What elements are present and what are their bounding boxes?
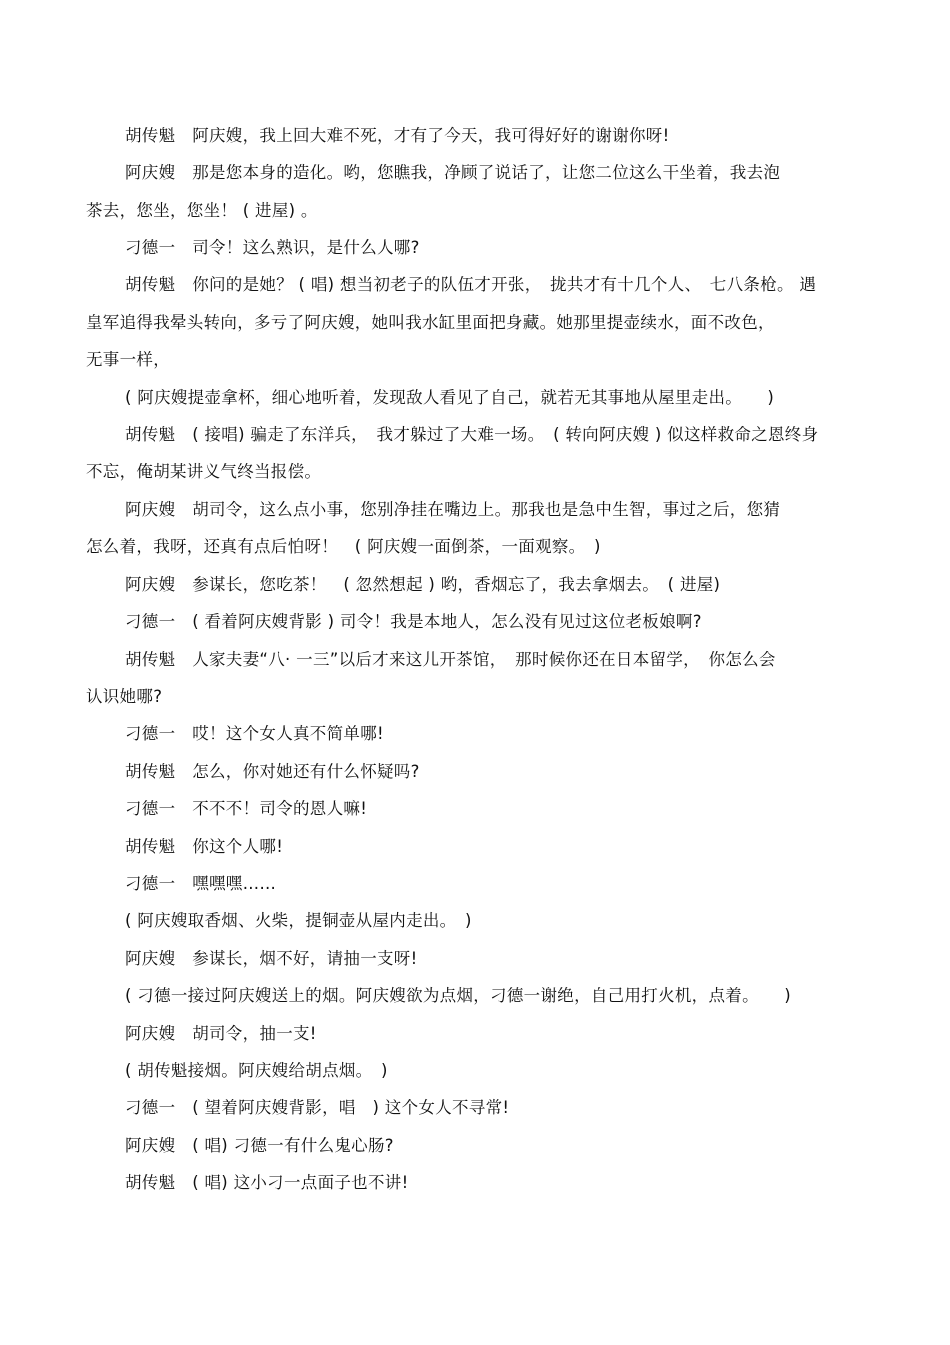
script-line-continuation: 认识她哪? [86,687,163,706]
script-line: 阿庆嫂 ( 唱) 刁德一有什么鬼心肠? [125,1136,394,1155]
script-line: 刁德一 嘿嘿嘿…… [125,874,277,893]
stage-direction: ( 阿庆嫂提壶拿杯，细心地听着，发现敌人看见了自己，就若无其事地从屋里走出。 ) [125,388,775,407]
script-line: 刁德一 ( 看着阿庆嫂背影 ) 司令！我是本地人，怎么没有见过这位老板娘啊? [125,612,702,631]
script-line: 胡传魁 你这个人哪! [125,837,284,856]
script-line-continuation: 不忘，俺胡某讲义气终当报偿。 [86,462,322,481]
script-line: 刁德一 ( 望着阿庆嫂背影，唱 ) 这个女人不寻常! [125,1098,510,1117]
script-line: 胡传魁 怎么，你对她还有什么怀疑吗? [125,762,420,781]
script-line: 阿庆嫂 参谋长，烟不好，请抽一支呀! [125,949,418,968]
stage-direction: ( 阿庆嫂取香烟、火柴，提铜壶从屋内走出。 ) [125,911,472,930]
script-line: 胡传魁 人家夫妻“八· 一三”以后才来这儿开茶馆， 那时候你还在日本留学， 你怎么会 [125,650,776,669]
script-line: 阿庆嫂 胡司令，抽一支! [125,1024,317,1043]
stage-direction: ( 胡传魁接烟。阿庆嫂给胡点烟。 ) [125,1061,388,1080]
script-line: 刁德一 不不不！司令的恩人嘛! [125,799,368,818]
script-line: 胡传魁 阿庆嫂，我上回大难不死，才有了今天，我可得好好的谢谢你呀! [125,126,670,145]
script-line: 刁德一 哎！这个女人真不简单哪! [125,724,384,743]
script-line-continuation: 皇军追得我晕头转向，多亏了阿庆嫂，她叫我水缸里面把身藏。她那里提壶续水，面不改色， [86,313,775,332]
script-line: 阿庆嫂 胡司令，这么点小事，您别净挂在嘴边上。那我也是急中生智，事过之后，您猜 [125,500,781,519]
script-line-continuation: 茶去，您坐，您坐！ ( 进屋) 。 [86,201,318,220]
script-line-continuation: 无事一样， [86,350,170,369]
script-line: 胡传魁 ( 唱) 这小刁一点面子也不讲! [125,1173,409,1192]
script-line: 胡传魁 ( 接唱) 骗走了东洋兵， 我才躲过了大难一场。 ( 转向阿庆嫂 ) 似这样救命之恩终身 [125,425,819,444]
stage-direction: ( 刁德一接过阿庆嫂送上的烟。阿庆嫂欲为点烟，刁德一谢绝，自己用打火机，点着。 ) [125,986,791,1005]
script-line: 阿庆嫂 参谋长，您吃茶！ ( 忽然想起 ) 哟，香烟忘了，我去拿烟去。 ( 进屋) [125,575,721,594]
script-line: 阿庆嫂 那是您本身的造化。哟，您瞧我，净顾了说话了，让您二位这么干坐着，我去泡 [125,163,781,182]
script-line: 刁德一 司令！这么熟识，是什么人哪? [125,238,420,257]
script-line-continuation: 怎么着，我呀，还真有点后怕呀！ ( 阿庆嫂一面倒茶，一面观察。 ) [86,537,601,556]
script-line: 胡传魁 你问的是她？ ( 唱) 想当初老子的队伍才开张， 拢共才有十几个人、 七八条枪。 遇 [125,275,817,294]
